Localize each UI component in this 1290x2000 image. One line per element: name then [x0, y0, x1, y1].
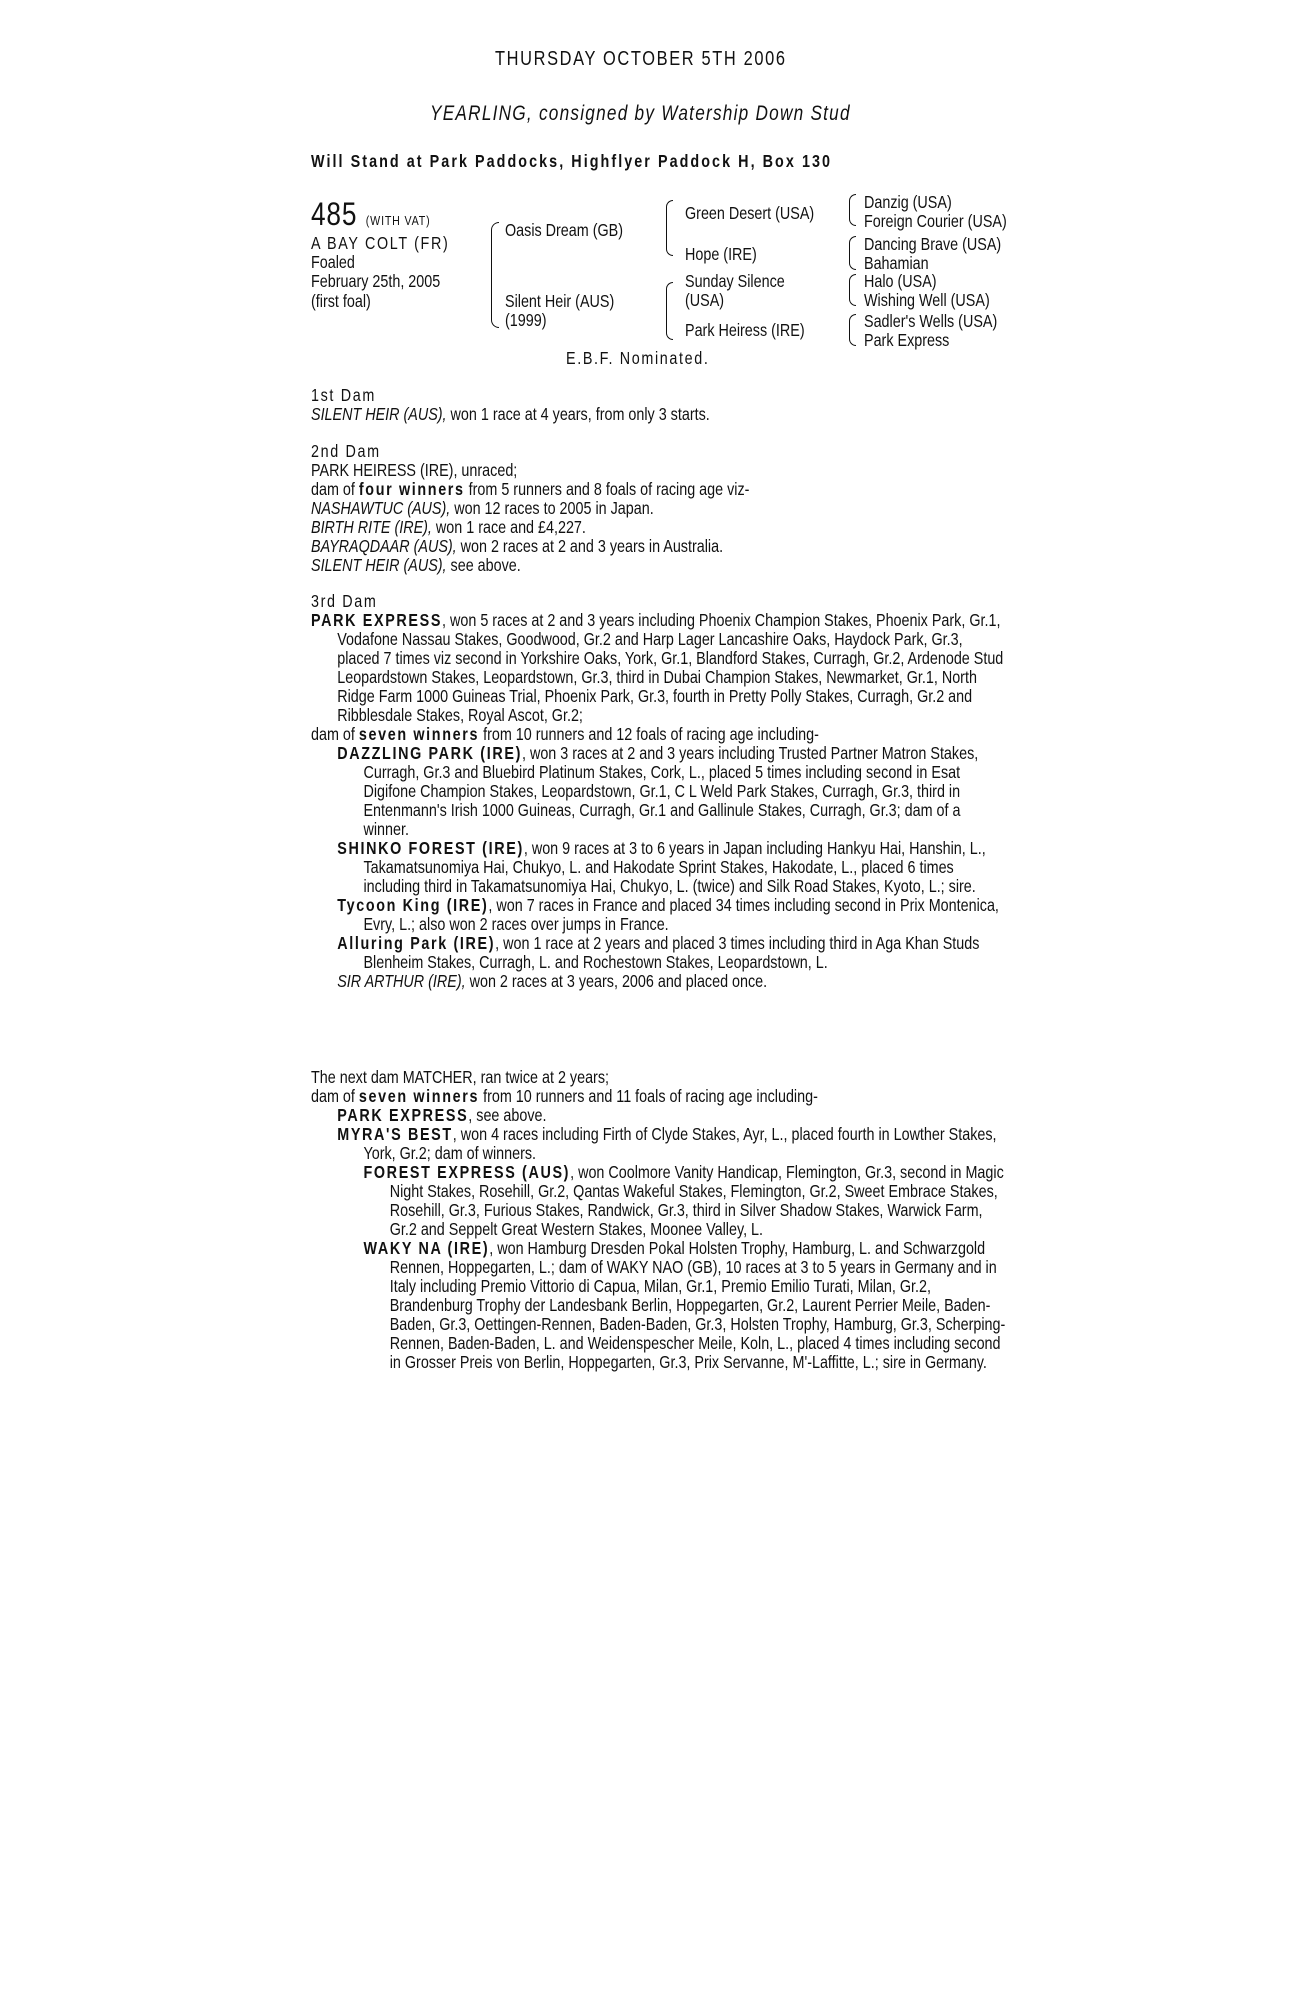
- pedigree-brace-sd: [849, 236, 856, 270]
- next-dam-subitem: FOREST EXPRESS (AUS), won Coolmore Vanity Handicap, Flemington, Gr.3, second in Magic Night Stakes, Rosehill, Gr.2, Qantas Wakeful Stakes, Flemington, Gr.2, Sweet Embrace Stakes, Rosehill, Gr.3, Furious Stakes, Randwick, Gr.3, third in Silver Shadow Stakes, Warwick Farm, Gr.2 and Seppelt Great Western Stakes, Moonee Valley, L.: [363, 1162, 1004, 1239]
- sire-sire: Green Desert (USA): [685, 203, 815, 223]
- lot-name: A BAY COLT (FR): [311, 233, 450, 253]
- dam-dam: Park Heiress (IRE): [685, 320, 805, 340]
- second-dam-winners: four winners: [358, 479, 465, 499]
- next-dam-section: [311, 1068, 1008, 1372]
- third-dam-item: SIR ARTHUR (IRE), won 2 races at 3 years, 2006 and placed once.: [337, 971, 768, 991]
- third-dam-item: Tycoon King (IRE), won 7 races in France and placed 34 times including second in Prix Montenica, Evry, L.; also won 2 races over jumps in France.: [337, 895, 999, 934]
- second-dam-item: NASHAWTUC (AUS), won 12 races to 2005 in Japan.: [311, 498, 654, 518]
- first-dam-record: won 1 race at 4 years, from only 3 starts.: [446, 404, 710, 424]
- ebf-nominated: E.B.F. Nominated.: [566, 348, 710, 368]
- third-dam-item: Alluring Park (IRE), won 1 race at 2 years and placed 3 times including third in Aga Khan Studs Blenheim Stakes, Curragh, L. and Rochestown Stakes, Leopardstown, L.: [337, 933, 980, 972]
- next-dam-subitem: WAKY NA (IRE), won Hamburg Dresden Pokal Holsten Trophy, Hamburg, L. and Schwarzgold Rennen, Hoppegarten, L.; dam of WAKY NAO (GB), 10 races at 3 to 5 years in Germany and in Italy including Premio Vittorio di Capua, Milan, Gr.1, Premio Emilio Turati, Milan, Gr.2, Brandenburg Trophy der Landesbank Berlin, Hoppegarten, Gr.2, Laurent Perrier Meile, Baden-Baden, Gr.3, Oettingen-Rennen, Baden-Baden, Gr.3, Holsten Trophy, Hamburg, Gr.3, Scherping-Rennen, Baden-Baden, L. and Weidenspescher Meile, Koln, L., placed 4 times including second in Grosser Preis von Berlin, Hoppegarten, Gr.3, Prix Servanne, M'-Laffitte, L.; sire in Germany.: [363, 1238, 1006, 1372]
- second-dam-section: [311, 442, 1008, 575]
- dam-name: Silent Heir (AUS): [505, 291, 615, 311]
- pedigree-brace-ss: [849, 194, 856, 226]
- next-dam-item: PARK EXPRESS, see above.: [337, 1105, 547, 1125]
- pedigree-brace-main: [491, 222, 499, 328]
- second-dam-item: SILENT HEIR (AUS), see above.: [311, 555, 521, 575]
- pedigree-brace-sire: [666, 200, 673, 256]
- first-dam-heading: 1st Dam: [311, 385, 376, 405]
- vat-note: (WITH VAT): [365, 213, 431, 228]
- third-dam-item: DAZZLING PARK (IRE), won 3 races at 2 and 3 years including Trusted Partner Matron Stakes, Curragh, Gr.3 and Bluebird Platinum Stakes, Cork, L., placed 5 times including second in Esat Digifone Champion Stakes, Leopardstown, Gr.1, C L Weld Park Stakes, Curragh, Gr.3, third in Entenmann's Irish 1000 Guineas, Curragh, Gr.1 and Gallinule Stakes, Curragh, Gr.3; dam of a winner.: [337, 743, 979, 839]
- lot-number-line: [311, 196, 430, 233]
- dam-sire-sire: Halo (USA): [864, 271, 937, 291]
- sire-dam: Hope (IRE): [685, 244, 757, 264]
- second-dam-item: BAYRAQDAAR (AUS), won 2 races at 2 and 3 years in Australia.: [311, 536, 724, 556]
- sire-sire-sire: Danzig (USA): [864, 192, 952, 212]
- second-dam-line1: PARK HEIRESS (IRE), unraced;: [311, 460, 518, 480]
- third-dam-produce: dam of seven winners from 10 runners and 12 foals of racing age including-: [311, 724, 819, 744]
- sire-name: Oasis Dream (GB): [505, 220, 624, 240]
- pedigree-brace-dam: [666, 282, 673, 340]
- page-date: THURSDAY OCTOBER 5TH 2006: [495, 48, 787, 70]
- sire-dam-dam: Bahamian: [864, 253, 929, 273]
- second-dam-heading: 2nd Dam: [311, 441, 381, 461]
- dam-dam-sire: Sadler's Wells (USA): [864, 311, 998, 331]
- third-dam-item: SHINKO FOREST (IRE), won 9 races at 3 to 6 years in Japan including Hankyu Hai, Hanshin, L., Takamatsunomiya Hai, Chukyo, L. and Hakodate Sprint Stakes, Hakodate, L., placed 6 times including third in Takamatsunomiya Hai, Chukyo, L. (twice) and Silk Road Stakes, Kyoto, L.; sire.: [337, 838, 986, 896]
- second-dam-line2: dam of four winners from 5 runners and 8 foals of racing age viz-: [311, 479, 750, 499]
- page-subtitle: YEARLING, consigned by Watership Down Stud: [430, 102, 851, 125]
- dam-sire-line2: (USA): [685, 290, 725, 310]
- dam-dam-dam: Park Express: [864, 330, 950, 350]
- next-dam-produce: dam of seven winners from 10 runners and 11 foals of racing age including-: [311, 1086, 818, 1106]
- sire-dam-sire: Dancing Brave (USA): [864, 234, 1002, 254]
- stand-info: Will Stand at Park Paddocks, Highflyer Paddock H, Box 130: [311, 151, 833, 171]
- dam-sire-line1: Sunday Silence: [685, 271, 785, 291]
- first-dam-name: SILENT HEIR (AUS),: [311, 404, 447, 424]
- lot-number: 485: [311, 196, 358, 232]
- next-dam-item: MYRA'S BEST, won 4 races including Firth of Clyde Stakes, Ayr, L., placed fourth in Lowther Stakes, York, Gr.2; dam of winners.: [337, 1124, 997, 1163]
- dam-sire-dam: Wishing Well (USA): [864, 290, 990, 310]
- third-dam-record: PARK EXPRESS, won 5 races at 2 and 3 years including Phoenix Champion Stakes, Phoenix Park, Gr.1, Vodafone Nassau Stakes, Goodwood, Gr.2 and Harp Lager Lancashire Oaks, Haydock Park, Gr.3, placed 7 times viz second in Yorkshire Oaks, York, Gr.1, Blandford Stakes, Curragh, Gr.2, Ardenode Stud Leopardstown Stakes, Leopardstown, Gr.3, third in Dubai Champion Stakes, Newmarket, Gr.1, North Ridge Farm 1000 Guineas Trial, Phoenix Park, Gr.3, fourth in Pretty Polly Stakes, Curragh, Gr.2 and Ribblesdale Stakes, Royal Ascot, Gr.2;: [311, 610, 1004, 725]
- first-foal-note: (first foal): [311, 291, 371, 311]
- dam-year: (1999): [505, 310, 547, 330]
- pedigree-brace-ds: [849, 274, 856, 306]
- first-dam-text: [311, 405, 1008, 424]
- next-dam-line1: The next dam MATCHER, ran twice at 2 years;: [311, 1067, 610, 1087]
- foaled-date: February 25th, 2005: [311, 271, 441, 291]
- sire-sire-dam: Foreign Courier (USA): [864, 211, 1007, 231]
- foaled-label: Foaled: [311, 252, 355, 272]
- first-dam-section: [311, 386, 1008, 424]
- pedigree-brace-dd: [849, 314, 856, 346]
- second-dam-item: BIRTH RITE (IRE), won 1 race and £4,227.: [311, 517, 586, 537]
- third-dam-section: [311, 592, 1008, 991]
- third-dam-heading: 3rd Dam: [311, 591, 378, 611]
